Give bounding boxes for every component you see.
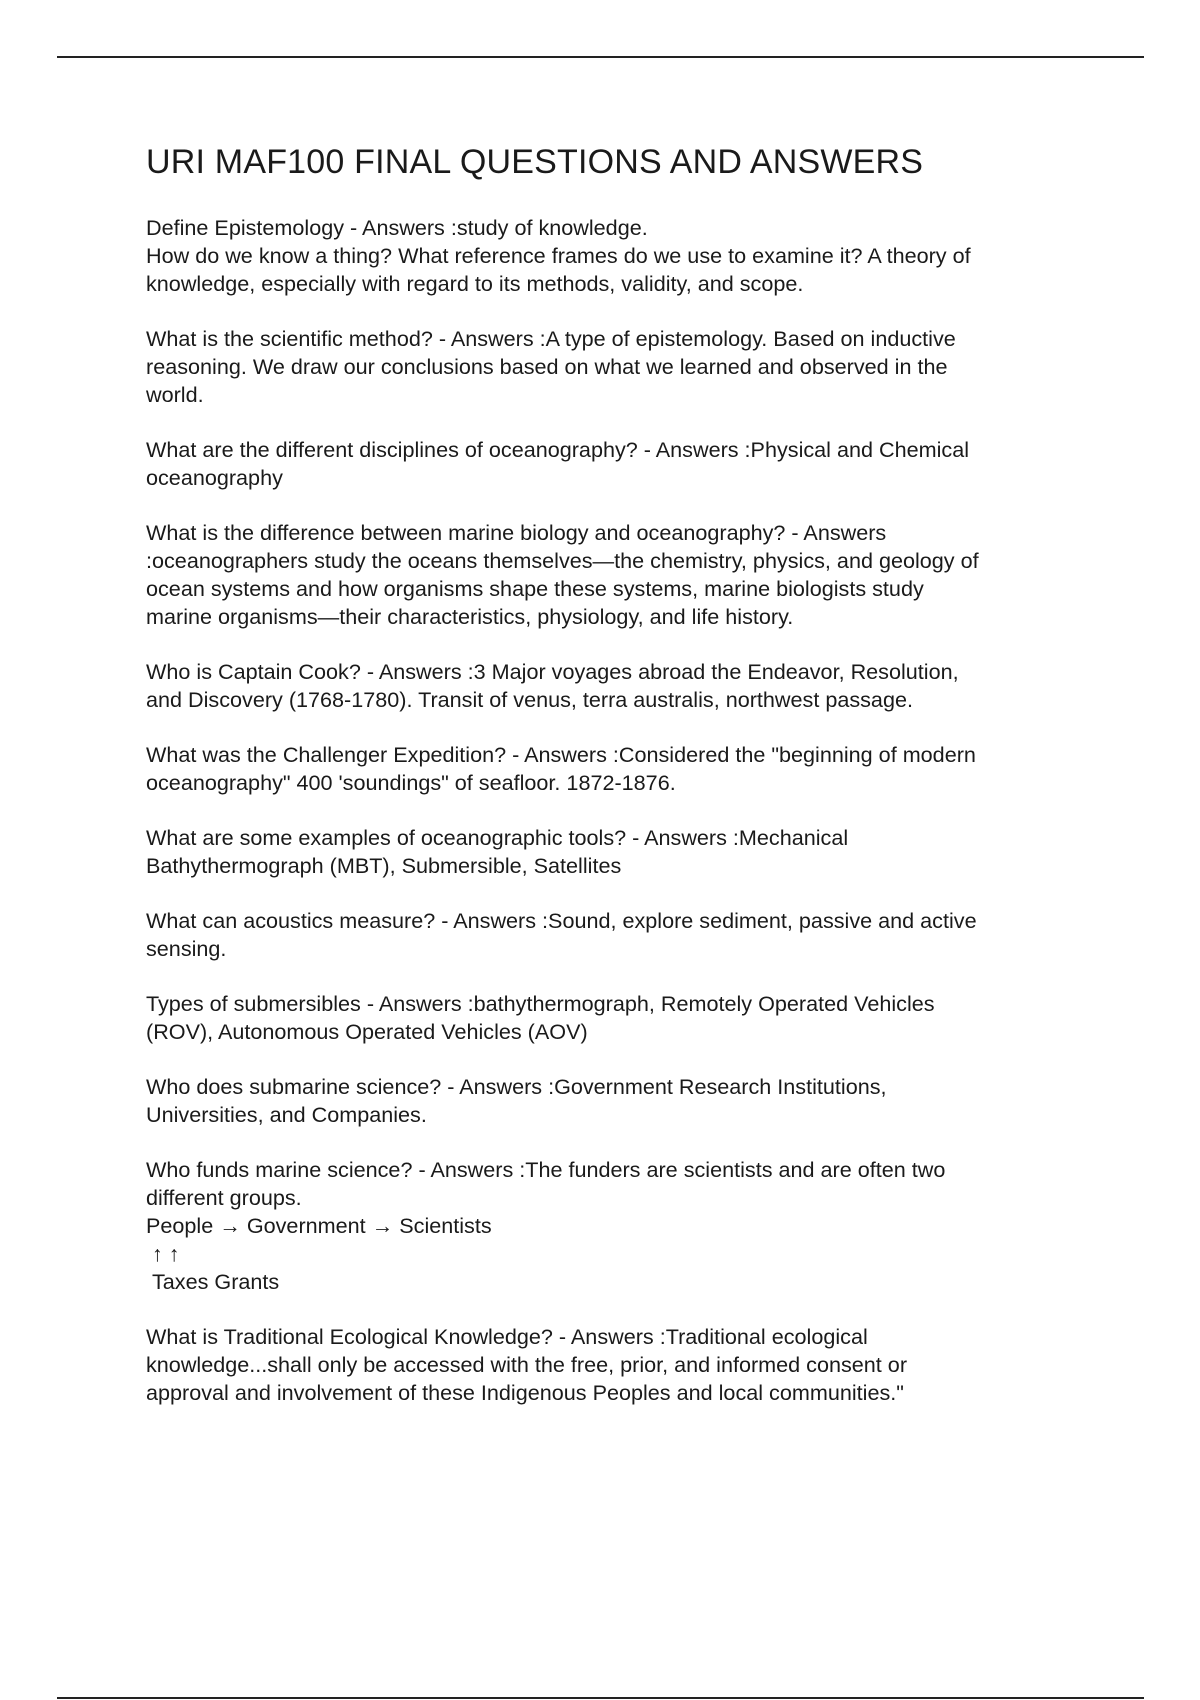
qa-text-line: Types of submersibles - Answers :bathythermograph, Remotely Operated Vehicles [146,991,935,1016]
qa-text-line: Universities, and Companies. [146,1102,427,1127]
qa-list [146,214,1096,1407]
qa-text-line: What is the difference between marine biology and oceanography? - Answers [146,520,887,545]
qa-entry [146,824,1096,880]
qa-text-line: What was the Challenger Expedition? - Answers :Considered the "beginning of modern [146,742,976,767]
qa-entry [146,658,1096,714]
qa-text-line: What can acoustics measure? - Answers :Sound, explore sediment, passive and active [146,908,977,933]
qa-entry [146,436,1096,492]
document-title: URI MAF100 FINAL QUESTIONS AND ANSWERS [146,143,924,181]
qa-entry [146,214,1096,298]
qa-entry [146,741,1096,797]
qa-entry [146,1073,1096,1129]
qa-entry [146,990,1096,1046]
qa-text-line: People → Government → Scientists [146,1213,492,1238]
qa-text-line: What is the scientific method? - Answers :A type of epistemology. Based on inductive [146,326,956,351]
qa-text-line: Bathythermograph (MBT), Submersible, Satellites [146,853,622,878]
qa-text-line: and Discovery (1768-1780). Transit of venus, terra australis, northwest passage. [146,687,913,712]
qa-text-line: What are the different disciplines of oceanography? - Answers :Physical and Chemical [146,437,969,462]
qa-text-line: What are some examples of oceanographic tools? - Answers :Mechanical [146,825,849,850]
qa-text-line: :oceanographers study the oceans themselves—the chemistry, physics, and geology of [146,548,979,573]
bottom-rule [57,1697,1144,1699]
qa-text-line: sensing. [146,936,227,961]
qa-text-line: different groups. [146,1185,302,1210]
qa-text-line: ocean systems and how organisms shape these systems, marine biologists study [146,576,924,601]
qa-entry [146,519,1096,631]
qa-text-line: Taxes Grants [146,1269,280,1294]
qa-text-line: ↑ ↑ [146,1241,180,1266]
qa-text-line: reasoning. We draw our conclusions based on what we learned and observed in the [146,354,948,379]
qa-entry [146,907,1096,963]
top-rule [57,56,1144,58]
qa-text-line: knowledge, especially with regard to its methods, validity, and scope. [146,271,804,296]
qa-entry [146,325,1096,409]
qa-text-line: (ROV), Autonomous Operated Vehicles (AOV) [146,1019,588,1044]
qa-text-line: oceanography [146,465,283,490]
qa-text-line: marine organisms—their characteristics, physiology, and life history. [146,604,794,629]
qa-text-line: knowledge...shall only be accessed with the free, prior, and informed consent or [146,1352,908,1377]
qa-entry [146,1156,1096,1296]
qa-text-line: oceanography" 400 'soundings" of seafloor. 1872-1876. [146,770,676,795]
qa-text-line: What is Traditional Ecological Knowledge? - Answers :Traditional ecological [146,1324,868,1349]
document-body [146,140,1096,1434]
qa-text-line: Who is Captain Cook? - Answers :3 Major voyages abroad the Endeavor, Resolution, [146,659,959,684]
qa-entry [146,1323,1096,1407]
qa-text-line: How do we know a thing? What reference frames do we use to examine it? A theory of [146,243,971,268]
qa-text-line: world. [146,382,204,407]
qa-text-line: approval and involvement of these Indigenous Peoples and local communities." [146,1380,904,1405]
qa-text-line: Who funds marine science? - Answers :The funders are scientists and are often two [146,1157,946,1182]
qa-text-line: Who does submarine science? - Answers :Government Research Institutions, [146,1074,887,1099]
qa-text-line: Define Epistemology - Answers :study of knowledge. [146,215,648,240]
